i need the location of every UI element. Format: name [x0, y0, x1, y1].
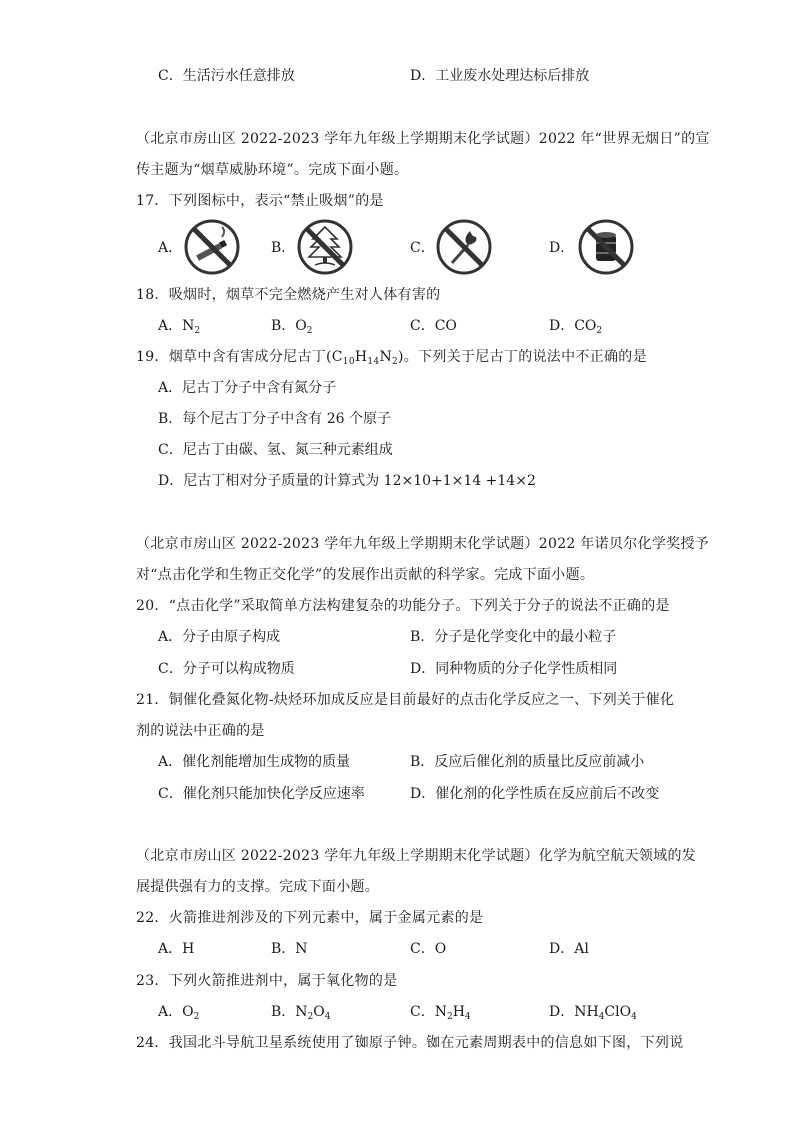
- no-open-fire-icon: [436, 219, 492, 275]
- q23-stem: 23．下列火箭推进剂中，属于氧化物的是: [136, 973, 398, 989]
- q23-option-b: B．$N_2O_4$: [271, 1004, 331, 1022]
- group1-intro-line2: 传主题为“烟草威胁环境”。完成下面小题。: [136, 162, 409, 178]
- q18-option-a: A．$N_2$: [158, 318, 201, 336]
- q18-option-c: C．CO: [410, 318, 457, 334]
- q18-option-b: B．$O_2$: [271, 318, 313, 336]
- q19-stem: 19．烟草中含有害成分尼古丁$(C_{10}H_{14}N_2)$。下列关于尼古丁的说法中不正确的是: [136, 349, 647, 367]
- q20-option-c: C．分子可以构成物质: [158, 661, 295, 677]
- q22-stem: 22．火箭推进剂涉及的下列元素中，属于金属元素的是: [136, 910, 484, 926]
- q19-option-c: C．尼古丁由碳、氢、氮三种元素组成: [158, 442, 393, 458]
- no-dumping-icon: [578, 219, 634, 275]
- q19-option-a: A．尼古丁分子中含有氮分子: [158, 380, 337, 396]
- q21-option-c: C．催化剂只能加快化学反应速率: [158, 786, 365, 802]
- no-smoking-icon: [184, 219, 240, 275]
- q19-option-d: D．尼古丁相对分子质量的计算式为 12×10+1×14 +14×2: [158, 473, 536, 489]
- q23-option-a: A．$O_2$: [158, 1004, 200, 1022]
- q22-option-c: C．O: [410, 941, 447, 957]
- q21-stem-line1: 21．铜催化叠氮化物-炔烃环加成反应是目前最好的点击化学反应之一、下列关于催化: [136, 692, 675, 708]
- q20-option-a: A．分子由原子构成: [158, 629, 281, 645]
- q21-stem-line2: 剂的说法中正确的是: [136, 723, 265, 739]
- q24-stem: 24．我国北斗导航卫星系统使用了铷原子钟。铷在元素周期表中的信息如下图，下列说: [136, 1035, 684, 1051]
- q19-option-b: B．每个尼古丁分子中含有 26 个原子: [158, 411, 392, 427]
- q22-option-a: A．H: [158, 941, 195, 957]
- q22-option-d: D．Al: [549, 941, 589, 957]
- q16-option-c: C．生活污水任意排放: [158, 68, 295, 84]
- q17-option-c-label: C．: [410, 240, 435, 256]
- q18-option-d: D．$CO_2$: [549, 318, 603, 336]
- q21-option-b: B．反应后催化剂的质量比反应前减小: [410, 754, 645, 770]
- q22-option-b: B．N: [271, 941, 308, 957]
- group2-intro-line1: （北京市房山区 2022-2023 学年九年级上学期期末化学试题）2022 年诺贝尔化学奖授予: [136, 536, 710, 552]
- q18-stem: 18．吸烟时，烟草不完全燃烧产生对人体有害的: [136, 287, 441, 303]
- no-logging-icon: [297, 219, 353, 275]
- q17-option-b-label: B．: [271, 240, 296, 256]
- q21-option-a: A．催化剂能增加生成物的质量: [158, 754, 351, 770]
- q20-option-b: B．分子是化学变化中的最小粒子: [410, 629, 617, 645]
- group3-intro-line1: （北京市房山区 2022-2023 学年九年级上学期期末化学试题）化学为航空航天领域的发: [136, 848, 697, 864]
- group2-intro-line2: 对“点击化学和生物正交化学”的发展作出贡献的科学家。完成下面小题。: [136, 567, 595, 583]
- q17-option-d-label: D．: [549, 240, 575, 256]
- q21-option-d: D．催化剂的化学性质在反应前后不改变: [410, 786, 660, 802]
- q17-stem: 17．下列图标中，表示“禁止吸烟”的是: [136, 193, 384, 209]
- q17-option-a-label: A．: [158, 240, 183, 256]
- q16-option-d: D．工业废水处理达标后排放: [410, 68, 590, 84]
- q23-option-c: C．$N_2H_4$: [410, 1004, 471, 1022]
- q23-option-d: D．$NH_4ClO_4$: [549, 1004, 637, 1022]
- group1-intro-line1: （北京市房山区 2022-2023 学年九年级上学期期末化学试题）2022 年“世界无烟日”的宣: [136, 131, 710, 147]
- q20-stem: 20．“点击化学”采取简单方法构建复杂的功能分子。下列关于分子的说法不正确的是: [136, 598, 670, 614]
- q20-option-d: D．同种物质的分子化学性质相同: [410, 661, 618, 677]
- group3-intro-line2: 展提供强有力的支撑。完成下面小题。: [136, 879, 380, 895]
